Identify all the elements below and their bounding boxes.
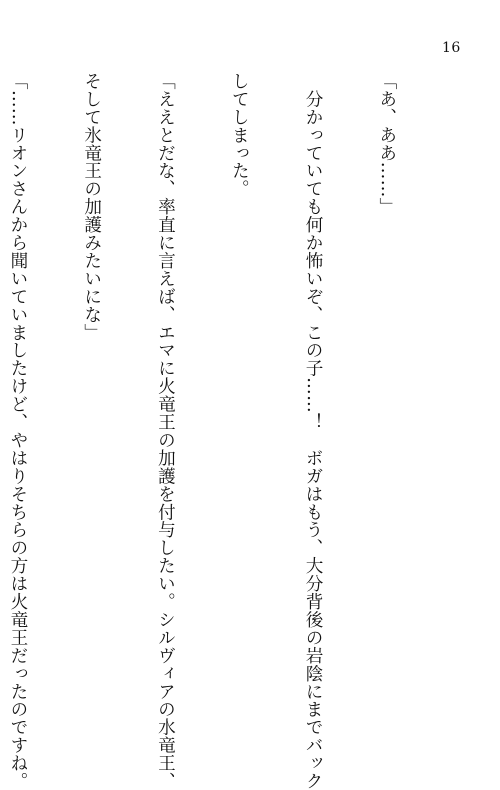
text-line: 「あ、ああ……」 xyxy=(376,72,397,216)
text-line: 分かっていても何か怖いぞ、この子……！ ボガはもう、大分背後の岩陰にまでバック xyxy=(303,72,324,790)
text-line: 「……リオンさんから聞いていましたけど、やはりそちらの方は火竜王だったのですね。 xyxy=(7,72,28,790)
text-line: 「ええとだな、率直に言えば、エマに火竜王の加護を付与したい。シルヴィアの水竜王、 xyxy=(155,72,176,790)
text-line: してしまった。 xyxy=(229,72,250,198)
body-text xyxy=(0,72,448,790)
text-line: そして氷竜王の加護みたいにな」 xyxy=(81,72,102,342)
page-number: 16 xyxy=(442,40,461,56)
